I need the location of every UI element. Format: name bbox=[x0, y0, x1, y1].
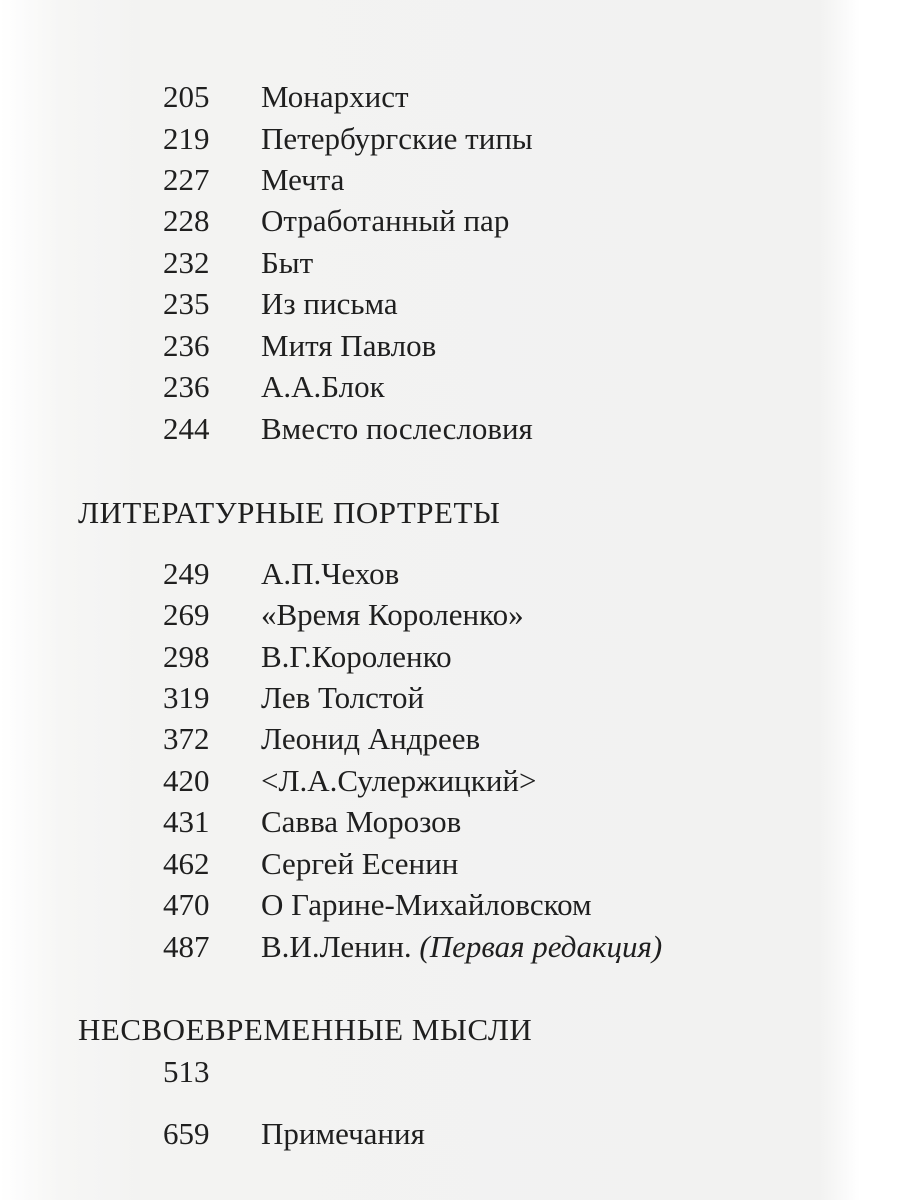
toc-title: Сергей Есенин bbox=[261, 846, 459, 881]
toc-page-number: 470 bbox=[163, 887, 210, 922]
section-heading-untimely-thoughts: НЕСВОЕВРЕМЕННЫЕ МЫСЛИ bbox=[78, 1012, 533, 1047]
toc-page-number: 232 bbox=[163, 245, 210, 280]
toc-title: Отработанный пар bbox=[261, 203, 510, 238]
toc-title: Мечта bbox=[261, 162, 345, 197]
toc-title: В.Г.Короленко bbox=[261, 639, 452, 674]
toc-page-number: 372 bbox=[163, 721, 210, 756]
toc-page-number: 249 bbox=[163, 556, 210, 591]
toc-title: Лев Толстой bbox=[261, 680, 425, 715]
toc-title: Петербургские типы bbox=[261, 121, 533, 156]
toc-title: А.П.Чехов bbox=[261, 556, 400, 591]
toc-page-number: 227 bbox=[163, 162, 210, 197]
toc-title-italic: (Первая редакция) bbox=[419, 929, 663, 964]
toc-title: Вместо послесловия bbox=[261, 411, 533, 446]
toc-page-number: 235 bbox=[163, 286, 210, 321]
toc-title: Из письма bbox=[261, 286, 398, 321]
toc-title: «Время Короленко» bbox=[261, 597, 524, 632]
toc-page-number: 319 bbox=[163, 680, 210, 715]
toc-title: Леонид Андреев bbox=[261, 721, 481, 756]
toc-page-number: 236 bbox=[163, 328, 210, 363]
toc-page-number: 462 bbox=[163, 846, 210, 881]
toc-title: О Гарине-Михайловском bbox=[261, 887, 592, 922]
toc-page-number: 219 bbox=[163, 121, 210, 156]
toc-page-number: 236 bbox=[163, 369, 210, 404]
toc-title: А.А.Блок bbox=[261, 369, 385, 404]
toc-title-main: В.И.Ленин. bbox=[261, 929, 412, 964]
toc-page-number: 431 bbox=[163, 804, 210, 839]
toc-page-number: 244 bbox=[163, 411, 210, 446]
toc-page-number: 298 bbox=[163, 639, 210, 674]
toc-page-number: 659 bbox=[163, 1116, 210, 1151]
toc-title: Монархист bbox=[261, 79, 409, 114]
toc-title: Митя Павлов bbox=[261, 328, 437, 363]
toc-page-number: 513 bbox=[163, 1054, 210, 1089]
toc-page-number: 205 bbox=[163, 79, 210, 114]
toc-title: Савва Морозов bbox=[261, 804, 462, 839]
toc-page-number: 420 bbox=[163, 763, 210, 798]
toc-page-number: 487 bbox=[163, 929, 210, 964]
toc-title: Быт bbox=[261, 245, 314, 280]
toc-page-number: 269 bbox=[163, 597, 210, 632]
toc-page-number: 228 bbox=[163, 203, 210, 238]
section-heading-literary-portraits: ЛИТЕРАТУРНЫЕ ПОРТРЕТЫ bbox=[78, 495, 501, 530]
toc-title: Примечания bbox=[261, 1116, 425, 1151]
toc-title bbox=[261, 929, 662, 965]
toc-title: <Л.А.Сулержицкий> bbox=[261, 763, 537, 798]
